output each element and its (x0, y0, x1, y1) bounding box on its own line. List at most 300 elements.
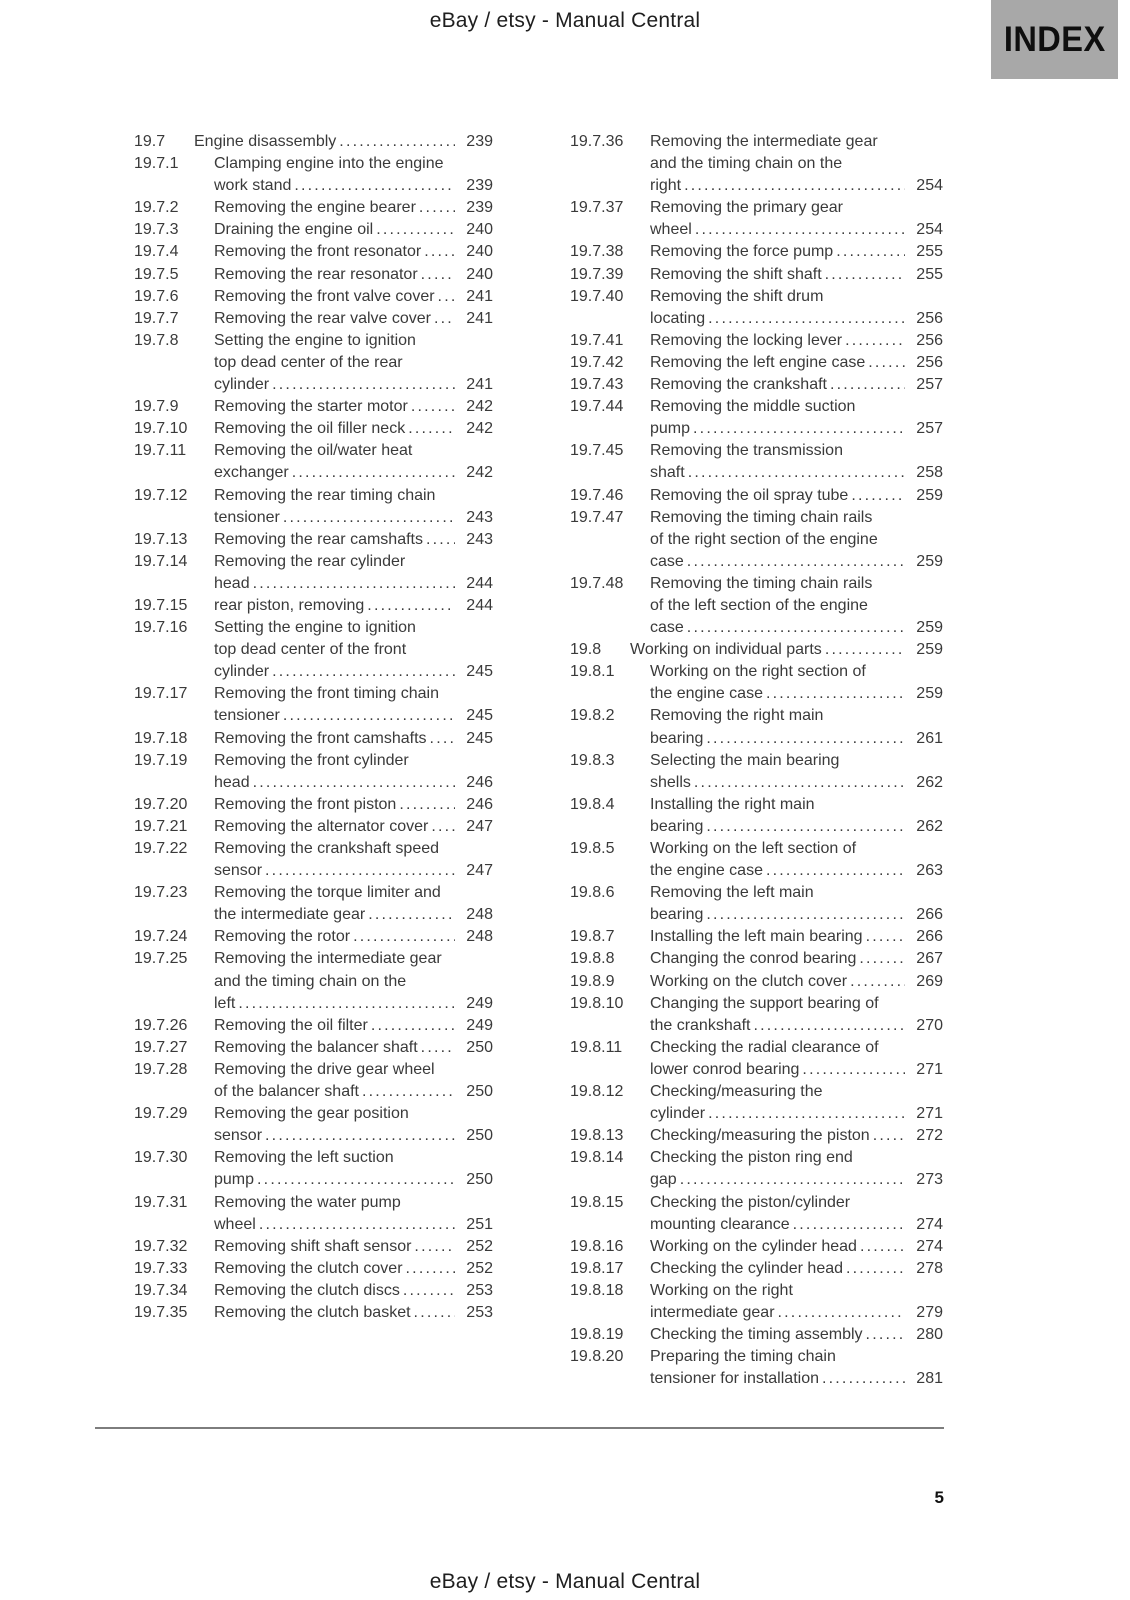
toc-entry-title (650, 948, 905, 970)
toc-entry (570, 1192, 943, 1236)
toc-entry (134, 1192, 493, 1236)
toc-entry-title (214, 418, 455, 440)
toc-entry (570, 197, 943, 241)
toc-entry (570, 1236, 943, 1258)
toc-entry-line-text: top dead center of the front (214, 641, 407, 659)
toc-entry (134, 286, 493, 308)
toc-entry-line-text: of the right section of the engine (650, 530, 878, 548)
toc-entry-line (650, 551, 905, 573)
toc-entry-title (214, 794, 455, 816)
toc-entry-title (214, 529, 455, 551)
toc-entry (570, 1147, 943, 1191)
toc-entry-line-text: Removing the torque limiter and (214, 884, 441, 902)
dot-leader (400, 1280, 455, 1302)
toc-entry-number: 19.7.7 (134, 309, 179, 327)
toc-entry-line-text: Working on the cylinder head (650, 1237, 857, 1255)
toc-entry-number: 19.8.5 (570, 840, 615, 857)
toc-entry-line (650, 1015, 905, 1037)
toc-entry-line-text: Removing shift shaft sensor (214, 1237, 412, 1255)
toc-entry-line (650, 131, 905, 153)
toc-entry-line-text: head (214, 574, 250, 592)
toc-entry-line-text: Removing the rear cylinder (214, 552, 406, 570)
toc-entry-number: 19.7.20 (134, 795, 188, 813)
toc-entry (134, 551, 493, 595)
toc-entry-number: 19.7.19 (134, 751, 188, 769)
toc-entry-line-text: Clamping engine into the engine (214, 155, 444, 173)
toc-entry-number: 19.7.10 (134, 420, 188, 438)
dot-leader (416, 197, 455, 219)
toc-entry-title (214, 882, 455, 926)
toc-entry-line (650, 219, 905, 241)
toc-entry-line-text: tensioner (214, 707, 280, 725)
toc-entry-line (650, 1059, 905, 1081)
toc-entry-title (214, 551, 455, 595)
toc-entry-line (650, 330, 905, 352)
toc-entry-title (650, 131, 905, 197)
toc-entry-line-text: Removing the front piston (214, 795, 397, 813)
toc-entry-page: 248 (466, 906, 493, 924)
toc-entry-number: 19.7.6 (134, 287, 179, 305)
toc-entry-line (650, 507, 905, 529)
dot-leader (262, 1125, 455, 1147)
toc-entry-title (650, 1147, 905, 1191)
toc-entry-page: 257 (916, 420, 943, 438)
toc-entry-line (630, 639, 905, 661)
toc-entry-number: 19.7.46 (570, 486, 624, 504)
toc-entry-line (214, 1302, 455, 1324)
toc-entry-line-text: Removing the timing chain rails (650, 508, 873, 526)
dot-leader (368, 1015, 455, 1037)
toc-entry-line (214, 728, 455, 750)
toc-entry-line-text: Removing the alternator cover (214, 817, 429, 835)
toc-column-right (570, 131, 943, 1390)
toc-entry-line-text: cylinder (214, 376, 270, 394)
toc-entry (570, 440, 943, 484)
toc-entry-line-text: top dead center of the rear (214, 353, 403, 371)
dot-leader (790, 1214, 905, 1236)
toc-entry-title (650, 1280, 905, 1324)
toc-entry-line (214, 241, 455, 263)
toc-entry-line (650, 1236, 905, 1258)
toc-entry-line-text: Removing the primary gear (650, 199, 843, 217)
toc-entry-line-text: cylinder (650, 1105, 706, 1123)
toc-entry-number: 19.7.16 (134, 619, 188, 637)
toc-entry-number: 19.7.18 (134, 729, 188, 747)
toc-entry-line (214, 1236, 455, 1258)
dot-leader (692, 219, 905, 241)
dot-leader (684, 551, 905, 573)
toc-entry-number: 19.8.8 (570, 950, 615, 968)
toc-entry (570, 352, 943, 374)
toc-entry (570, 705, 943, 749)
toc-entry-page: 245 (466, 663, 493, 681)
toc-entry-line (214, 1081, 455, 1103)
toc-entry (134, 330, 493, 396)
toc-entry-line (214, 926, 455, 948)
toc-entry-number: 19.7.22 (134, 840, 188, 857)
dot-leader (235, 993, 455, 1015)
toc-entry-page: 254 (916, 177, 943, 195)
dot-leader (411, 1236, 455, 1258)
toc-entry-line-text: of the left section of the engine (650, 596, 868, 614)
dot-leader (427, 728, 455, 750)
toc-entry-line-text: Removing the oil filter (214, 1016, 368, 1034)
toc-entry-number: 19.7.28 (134, 1060, 188, 1078)
toc-entry-line (214, 1059, 455, 1081)
toc-entry-page: 262 (916, 773, 943, 791)
page-number: 5 (934, 1488, 944, 1507)
toc-entry-line (650, 286, 905, 308)
toc-entry-page: 240 (466, 265, 493, 283)
toc-entry-line (650, 529, 905, 551)
toc-entry-line-text: lower conrod bearing (650, 1060, 800, 1078)
dot-leader (705, 1103, 905, 1125)
toc-entry-line-text: Checking the cylinder head (650, 1259, 844, 1277)
toc-entry-title (214, 197, 455, 219)
toc-entry (570, 396, 943, 440)
toc-entry-line-text: intermediate gear (650, 1303, 775, 1321)
toc-entry-line (650, 1324, 905, 1346)
toc-entry-title (650, 507, 905, 573)
toc-entry-line-text: Removing the crankshaft speed (214, 840, 440, 857)
toc-entry-line (214, 573, 455, 595)
toc-entry-number: 19.8.14 (570, 1149, 624, 1167)
toc-entry (134, 1258, 493, 1280)
toc-entry-page: 250 (466, 1038, 493, 1056)
toc-entry-number: 19.8 (570, 641, 602, 659)
toc-entry-page: 240 (466, 221, 493, 239)
toc-entry-number: 19.7.30 (134, 1149, 188, 1167)
toc-entry-line (650, 308, 905, 330)
toc-entry-line (650, 971, 905, 993)
toc-entry-line-text: pump (650, 420, 691, 438)
toc-entry-page: 250 (466, 1171, 493, 1189)
dot-leader (677, 1169, 905, 1191)
dot-leader (254, 1169, 455, 1191)
toc-entry (134, 1280, 493, 1302)
dot-leader (703, 904, 905, 926)
toc-entry-title (650, 264, 905, 286)
toc-entry-number: 19.7 (134, 133, 166, 150)
toc-entry-line (650, 1214, 905, 1236)
toc-entry (134, 396, 493, 418)
toc-entry-line-text: Removing the clutch basket (214, 1303, 411, 1321)
toc-entry-page: 259 (916, 641, 943, 659)
toc-entry-page: 266 (916, 906, 943, 924)
toc-entry (134, 131, 493, 153)
toc-entry-number: 19.7.12 (134, 486, 188, 504)
toc-entry-line (650, 1037, 905, 1059)
toc-entry-page: 274 (916, 1237, 943, 1255)
toc-entry-number: 19.8.19 (570, 1326, 624, 1344)
toc-entry-line-text: Checking the piston ring end (650, 1149, 853, 1167)
dot-leader (847, 971, 905, 993)
toc-entry-line-text: Working on the left section of (650, 840, 857, 857)
toc-entry (570, 926, 943, 948)
toc-entry (570, 330, 943, 352)
toc-entry-number: 19.7.5 (134, 265, 179, 283)
toc-entry-page: 239 (466, 177, 493, 195)
toc-entry-title (650, 1236, 905, 1258)
toc-entry-title (214, 1302, 455, 1324)
toc-entry-title (630, 639, 905, 661)
dot-leader (705, 308, 905, 330)
toc-entry-number: 19.7.13 (134, 530, 188, 548)
dot-leader (703, 816, 905, 838)
toc-entry (134, 1059, 493, 1103)
toc-entry-line-text: the intermediate gear (214, 906, 366, 924)
dot-leader (865, 352, 905, 374)
toc-entry-number: 19.8.10 (570, 994, 624, 1012)
dot-leader (799, 1059, 905, 1081)
toc-entry-line (650, 175, 905, 197)
toc-entry-page: 256 (916, 353, 943, 371)
toc-entry-number: 19.7.17 (134, 685, 188, 703)
toc-entry-number: 19.7.32 (134, 1237, 188, 1255)
toc-entry-line (214, 750, 455, 772)
dot-leader (703, 728, 905, 750)
dot-leader (256, 1214, 455, 1236)
toc-entry-line-text: bearing (650, 906, 704, 924)
toc-entry-line (650, 1147, 905, 1169)
toc-entry-page: 269 (916, 972, 943, 990)
toc-entry-number: 19.7.26 (134, 1016, 188, 1034)
toc-entry (134, 219, 493, 241)
toc-entry (570, 485, 943, 507)
toc-entry-number: 19.7.48 (570, 574, 624, 592)
dot-leader (421, 241, 455, 263)
toc-entry-page: 257 (916, 376, 943, 394)
dot-leader (423, 529, 455, 551)
toc-entry (134, 1103, 493, 1147)
toc-entry-line (650, 418, 905, 440)
toc-entry-line (214, 374, 455, 396)
toc-entry-line (214, 1169, 455, 1191)
toc-entry-line-text: and the timing chain on the (650, 155, 843, 173)
toc-entry-line (214, 794, 455, 816)
dot-leader (843, 1258, 905, 1280)
toc-entry (134, 1147, 493, 1191)
toc-entry-title (650, 993, 905, 1037)
toc-entry-line-text: Removing the shift shaft (650, 265, 822, 283)
dot-leader (359, 1081, 455, 1103)
toc-entry-line-text: Setting the engine to ignition (214, 331, 416, 349)
toc-entry-title (650, 882, 905, 926)
toc-entry (134, 153, 493, 197)
toc-entry-line-text: Installing the right main (650, 795, 815, 813)
toc-entry-line (650, 1103, 905, 1125)
toc-entry-page: 259 (916, 619, 943, 637)
toc-entry-number: 19.7.27 (134, 1038, 188, 1056)
toc-entry-line (650, 1125, 905, 1147)
toc-entry-title (214, 1015, 455, 1037)
dot-leader (684, 617, 905, 639)
dot-leader (405, 418, 455, 440)
toc-entry-line (650, 374, 905, 396)
toc-entry-line (650, 838, 905, 860)
dot-leader (681, 175, 905, 197)
toc-entry-line-text: sensor (214, 862, 263, 880)
toc-entry-line (650, 948, 905, 970)
toc-entry-page: 274 (916, 1215, 943, 1233)
dot-leader (365, 904, 455, 926)
toc-entry-line-text: Checking the piston/cylinder (650, 1193, 851, 1211)
toc-entry-line (214, 882, 455, 904)
toc-entry-line-text: sensor (214, 1127, 263, 1145)
toc-entry-number: 19.7.39 (570, 265, 624, 283)
toc-entry-line-text: Removing the left engine case (650, 353, 866, 371)
toc-entry-line (650, 705, 905, 727)
toc-entry-line-text: Removing the rear timing chain (214, 486, 436, 504)
toc-entry-page: 261 (916, 729, 943, 747)
toc-entry-title (650, 1192, 905, 1236)
toc-entry-line-text: Removing the timing chain rails (650, 574, 873, 592)
toc-entry-line-text: the engine case (650, 862, 763, 880)
toc-entry-title (650, 750, 905, 794)
dot-leader (863, 1324, 905, 1346)
toc-entry-line (650, 440, 905, 462)
toc-entry-title (650, 330, 905, 352)
toc-entry-line-text: Working on the right section of (650, 663, 866, 681)
dot-leader (396, 794, 455, 816)
toc-entry-line-text: Draining the engine oil (214, 221, 374, 239)
toc-entry-title (214, 816, 455, 838)
toc-entry-line-text: wheel (214, 1215, 256, 1233)
toc-entry-line (214, 197, 455, 219)
toc-entry (134, 617, 493, 683)
toc-entry-title (214, 440, 455, 484)
toc-entry (134, 440, 493, 484)
toc-entry (134, 948, 493, 1014)
dot-leader (690, 418, 905, 440)
toc-entry-line (214, 1147, 455, 1169)
toc-entry-line-text: Removing the locking lever (650, 331, 843, 349)
toc-entry-line-text: Removing the rear camshafts (214, 530, 423, 548)
dot-leader (269, 661, 455, 683)
toc-entry-line-text: Checking/measuring the piston (650, 1127, 870, 1145)
toc-entry-line (214, 551, 455, 573)
toc-entry-line (214, 396, 455, 418)
toc-entry-line (214, 860, 455, 882)
toc-entry-number: 19.8.13 (570, 1127, 624, 1145)
toc-entry-line (650, 1169, 905, 1191)
toc-entry-line-text: bearing (650, 729, 704, 747)
toc-entry (134, 197, 493, 219)
toc-entry-page: 246 (466, 773, 493, 791)
toc-entry-page: 241 (466, 376, 493, 394)
toc-entry-page: 253 (466, 1281, 493, 1299)
toc-entry-number: 19.8.9 (570, 972, 615, 990)
toc-entry-line (214, 352, 455, 374)
toc-entry-line (214, 308, 455, 330)
dot-leader (289, 462, 455, 484)
toc-entry-page: 273 (916, 1171, 943, 1189)
toc-entry-title (214, 264, 455, 286)
toc-entry (134, 1236, 493, 1258)
toc-entry-title (214, 308, 455, 330)
toc-entry (134, 264, 493, 286)
toc-entry-number: 19.8.3 (570, 751, 615, 769)
toc-entry (134, 926, 493, 948)
toc-entry-line-text: Removing the oil/water heat (214, 442, 413, 460)
toc-entry-title (214, 838, 455, 882)
toc-entry (134, 308, 493, 330)
dot-leader (763, 683, 905, 705)
toc-entry-page: 256 (916, 331, 943, 349)
toc-entry-line-text: Removing the water pump (214, 1193, 401, 1211)
toc-entry (570, 971, 943, 993)
toc-entry-line (214, 705, 455, 727)
toc-entry-line-text: Working on individual parts (630, 641, 822, 659)
toc-entry-number: 19.8.17 (570, 1259, 624, 1277)
toc-entry-line-text: Working on the right (650, 1281, 793, 1299)
toc-entry-page: 255 (916, 265, 943, 283)
toc-entry-line (214, 1214, 455, 1236)
toc-entry-number: 19.7.25 (134, 950, 188, 968)
toc-entry-line (214, 529, 455, 551)
toc-entry-page: 243 (466, 508, 493, 526)
toc-entry-line (650, 153, 905, 175)
toc-entry-title (214, 330, 455, 396)
toc-entry-line-text: Removing the middle suction (650, 398, 856, 416)
toc-entry-title (214, 485, 455, 529)
toc-entry-line-text: Removing the rear valve cover (214, 309, 431, 327)
toc-entry-number: 19.7.31 (134, 1193, 188, 1211)
toc-entry (570, 948, 943, 970)
footer-divider (95, 1427, 944, 1429)
dot-leader (431, 308, 455, 330)
toc-entry-line (214, 1280, 455, 1302)
toc-entry-line-text: head (214, 773, 250, 791)
toc-entry (570, 794, 943, 838)
toc-entry-line-text: right (650, 177, 682, 195)
toc-entry-number: 19.8.4 (570, 795, 615, 813)
toc-entry-line (650, 485, 905, 507)
dot-leader (863, 926, 905, 948)
toc-entry-page: 250 (466, 1127, 493, 1145)
toc-entry (570, 750, 943, 794)
toc-entry-line-text: shells (650, 773, 691, 791)
toc-entry-number: 19.7.2 (134, 199, 179, 217)
toc-entry-number: 19.7.40 (570, 287, 624, 305)
toc-entry-page: 278 (916, 1259, 943, 1277)
toc-entry-title (214, 1059, 455, 1103)
toc-entry-number: 19.7.14 (134, 552, 188, 570)
toc-entry-title (650, 396, 905, 440)
toc-entry-line (650, 993, 905, 1015)
toc-entry-page: 246 (466, 795, 493, 813)
toc-entry-line (214, 330, 455, 352)
dot-leader (775, 1302, 905, 1324)
toc-entry (134, 529, 493, 551)
toc-entry-number: 19.7.3 (134, 221, 179, 239)
toc-entry (570, 1280, 943, 1324)
toc-entry-page: 258 (916, 464, 943, 482)
dot-leader (418, 1037, 455, 1059)
toc-entry-page: 244 (466, 574, 493, 592)
toc-entry-number: 19.7.23 (134, 884, 188, 902)
toc-entry (570, 1346, 943, 1390)
toc-entry-line (650, 197, 905, 219)
toc-entry-number: 19.7.24 (134, 928, 188, 946)
toc-entry-number: 19.7.37 (570, 199, 624, 217)
toc-entry-number: 19.7.44 (570, 398, 624, 416)
toc-entry (570, 264, 943, 286)
toc-entry-line-text: Removing the gear position (214, 1105, 409, 1123)
toc-entry-line (214, 993, 455, 1015)
footer-title: eBay / etsy - Manual Central (429, 1570, 701, 1593)
toc-entry-page: 263 (916, 862, 943, 880)
